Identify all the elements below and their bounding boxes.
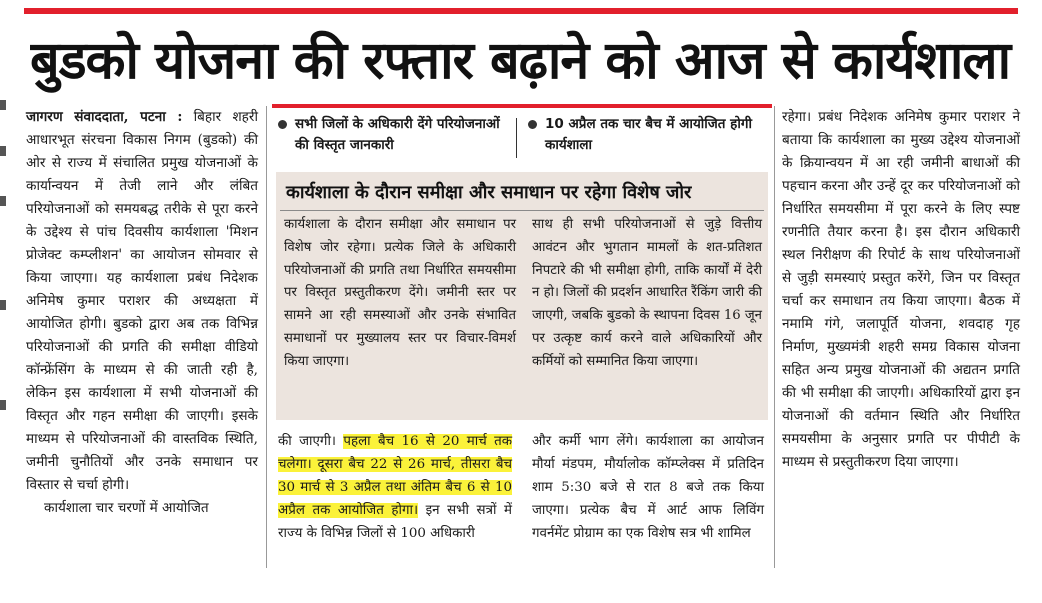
column-1-intro: बिहार शहरी आधारभूत संरचना विकास निगम (बुडको) की ओर से राज्य में संचालित प्रमुख योजनाओं के कार्यान्वयन में तेजी लाने और लंबित परियोजनाओं को समयबद्ध तरीके से पूरा करने के उद्देश्य से पांच दिवसीय कार्यशाला 'मिशन प्रोजेक्ट कम्प्लीशन' का आयोजन सोमवार से किया जाएगा। यह कार्यशाला प्रबंध निदेशक अनिमेष कुमार पराशर की अध्यक्षता में आयोजित होगी। बुडको द्वारा अब तक विभिन्न परियोजनाओं की प्रगति की समीक्षा वीडियो कॉन्फ्रेंसिंग के माध्यम से की जाती रही है, लेकिन इस कार्यशाला में सभी योजनाओं की विस्तृत और गहन समीक्षा की जाएगी। इसके माध्यम से परियोजनाओं की वास्तविक स्थिति, जमीनी चुनौतियों और उनके समाधान पर विस्तार से चर्चा होगी। — [26, 109, 258, 493]
column-rule — [266, 106, 267, 568]
column-2-lead: की जाएगी। — [278, 434, 337, 449]
column-4: रहेगा। प्रबंध निदेशक अनिमेष कुमार पराशर ने बताया कि कार्यशाला का मुख्य उद्देश्य योजनाओं के क्रियान्वयन में आ रही जमीनी बाधाओं की पहचान करना और उन्हें दूर कर परियोजनाओं को निर्धारित समयसीमा में पूरा करने के लिए स्पष्ट रणनीति तैयार करना है। इस दौरान अधिकारी स्थल निरीक्षण की रिपोर्ट के साथ परियोजनाओं से जुड़ी समस्याएं प्रस्तुत करेंगे, जिन पर विस्तृत चर्चा कर समाधान तय किया जाएगा। बैठक में नमामि गंगे, जलापूर्ति योजना, शवदाह गृह निर्माण, मुख्यमंत्री शहरी समग्र विकास योजना सहित अन्य प्रमुख योजनाओं की अद्यतन प्रगति की भी समीक्षा की जाएगी। अधिकारियों द्वारा इन योजनाओं की वर्तमान स्थिति और निर्धारित समयसीमा के अनुसार प्रगति पर पीपीटी के माध्यम से प्रस्तुतीकरण दिया जाएगा। — [782, 109, 1020, 470]
pull-quote-red-rule — [272, 104, 772, 108]
headline: बुडको योजना की रफ्तार बढ़ाने को आज से कार्यशाला — [30, 31, 1011, 91]
bullet-icon — [278, 120, 287, 129]
column-1 — [26, 106, 258, 576]
panel-subheading: कार्यशाला के दौरान समीक्षा और समाधान पर रहेगा विशेष जोर — [286, 182, 692, 203]
pull-quote-divider — [516, 118, 517, 158]
dateline: जागरण संवाददाता, पटना : — [26, 109, 183, 125]
bullet-icon — [528, 120, 537, 129]
column-2-tail: इन सभी सत्रों में राज्य के विभिन्न जिलों से 100 अधिकारी — [278, 503, 512, 541]
column-rule — [774, 106, 775, 568]
column-1-last-line: कार्यशाला चार चरणों में आयोजित — [44, 500, 209, 516]
edge-marker — [0, 196, 6, 206]
pull-quote-box — [272, 104, 772, 166]
pull-quote-1 — [278, 114, 504, 156]
column-1-paragraph — [26, 106, 258, 497]
pull-quote-2 — [528, 114, 764, 156]
panel-column-right: साथ ही सभी परियोजनाओं से जुड़े वित्तीय आवंटन और भुगतान मामलों के शत-प्रतिशत निपटारे की भी समीक्षा होगी, ताकि कार्यों में देरी न हो। जिलों की प्रदर्शन आधारित रैंकिंग जारी की जाएगी, जबकि बुडको के स्थापना दिवस 16 जून पर उत्कृष्ट कार्य करने वाले अधिकारियों और कर्मियों को सम्मानित किया जाएगा। — [532, 217, 762, 369]
top-red-rule — [24, 8, 1018, 14]
panel-column-left: कार्यशाला के दौरान समीक्षा और समाधान पर विशेष जोर रहेगा। प्रत्येक जिले के अधिकारी परियोजनाओं की प्रगति तथा निर्धारित समयसीमा पर विस्तृत प्रस्तुतीकरण देंगे। जमीनी स्तर पर सामने आ रही समस्याओं और उनके संभावित समाधानों पर मुख्यालय स्तर पर विचार-विमर्श किया जाएगा। — [284, 217, 516, 369]
column-2 — [278, 430, 512, 545]
edge-marker — [0, 146, 6, 156]
pull-quote-2-text: 10 अप्रैल तक चार बैच में आयोजित होगी कार्यशाला — [545, 116, 752, 153]
pull-quote-1-text: सभी जिलों के अधिकारी देंगे परियोजनाओं की विस्तृत जानकारी — [295, 116, 500, 153]
highlighted-schedule: पहला बैच 16 से 20 मार्च तक चलेगा। दूसरा बैच 22 से 26 मार्च, तीसरा बैच 30 मार्च से 3 अप्रैल तथा अंतिम बैच 6 से 10 अप्रैल तक आयोजित होगा। — [278, 434, 512, 518]
column-3: और कर्मी भाग लेंगे। कार्यशाला का आयोजन मौर्या मंडपम, मौर्यालोक कॉम्प्लेक्स में प्रतिदिन शाम 5:30 बजे से रात 8 बजे तक किया जाएगा। प्रत्येक बैच में आर्ट आफ लिविंग गवर्नमेंट प्रोग्राम का एक विशेष सत्र भी शामिल — [532, 434, 764, 541]
edge-marker — [0, 100, 6, 110]
panel-subheading-rule — [280, 210, 764, 211]
edge-marker — [0, 300, 6, 310]
edge-marker — [0, 400, 6, 410]
